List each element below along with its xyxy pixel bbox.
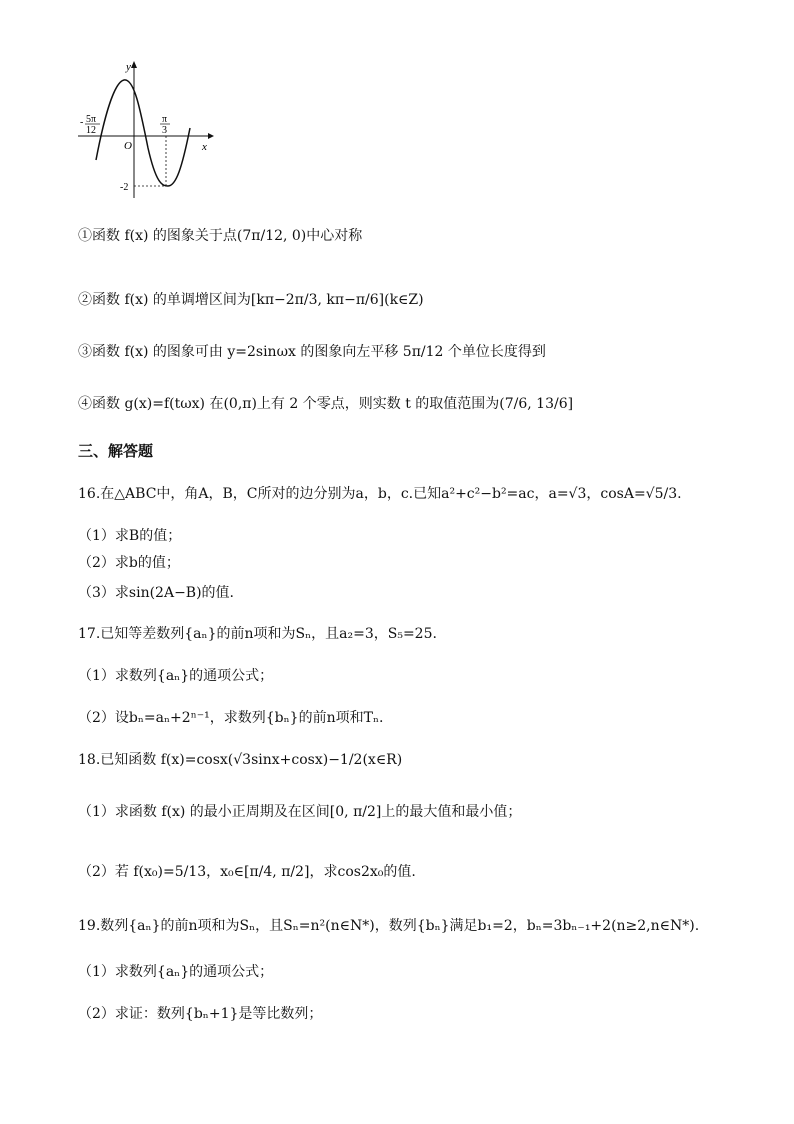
statement-4: ④函数 g(x)=f(tωx) 在(0,π)上有 2 个零点，则实数 t 的取值范围为(7/6, 13/6] <box>78 396 574 412</box>
sine-curve <box>96 80 190 186</box>
q16-part2: （2）求b的值； <box>78 555 180 571</box>
y-axis-arrow-icon <box>131 61 137 68</box>
sine-graph <box>78 58 218 198</box>
section-heading: 三、解答题 <box>78 442 154 460</box>
pos-x-tick-num: π <box>162 114 168 125</box>
q16-stem: 16.在△ABC中，角A，B，C所对的边分别为a，b，c.已知a²+c²−b²=ac，a=√3，cosA=√5/3. <box>78 486 682 502</box>
statement-3: ③函数 f(x) 的图象可由 y=2sinωx 的图象向左平移 5π/12 个单位长度得到 <box>78 344 546 360</box>
statement-1: ①函数 f(x) 的图象关于点(7π/12, 0)中心对称 <box>78 228 363 244</box>
neg-x-tick-num: 5π <box>86 114 97 125</box>
q17-stem: 17.已知等差数列{aₙ}的前n项和为Sₙ，且a₂=3，S₅=25. <box>78 626 437 642</box>
y-axis-label: y <box>126 61 131 73</box>
neg-x-tick-minus: - <box>80 117 84 128</box>
q17-part1: （1）求数列{aₙ}的通项公式； <box>78 668 274 684</box>
q18-part2: （2）若 f(x₀)=5/13，x₀∈[π/4, π/2]，求cos2x₀的值. <box>78 864 416 880</box>
neg-x-tick-den: 12 <box>86 125 96 136</box>
q19-part2: （2）求证：数列{bₙ+1}是等比数列； <box>78 1006 323 1022</box>
q16-part1: （1）求B的值； <box>78 528 182 544</box>
origin-label: O <box>124 140 132 152</box>
pos-x-tick-den: 3 <box>162 125 167 136</box>
x-axis-label: x <box>202 141 207 153</box>
q18-stem: 18.已知函数 f(x)=cosx(√3sinx+cosx)−1/2(x∈R) <box>78 752 403 768</box>
statement-2: ②函数 f(x) 的单调增区间为[kπ−2π/3, kπ−π/6](k∈Z) <box>78 292 424 308</box>
x-axis-arrow-icon <box>208 133 214 139</box>
q19-stem: 19.数列{aₙ}的前n项和为Sₙ，且Sₙ=n²(n∈N*)，数列{bₙ}满足b₁=2，bₙ=3bₙ₋₁+2(n≥2,n∈N*). <box>78 918 700 934</box>
q19-part1: （1）求数列{aₙ}的通项公式； <box>78 964 274 980</box>
q18-part1: （1）求函数 f(x) 的最小正周期及在区间[0, π/2]上的最大值和最小值； <box>78 804 522 820</box>
y-min-label: -2 <box>120 182 129 193</box>
q16-part3: （3）求sin(2A−B)的值. <box>78 585 234 601</box>
q17-part2: （2）设bₙ=aₙ+2ⁿ⁻¹，求数列{bₙ}的前n项和Tₙ. <box>78 710 384 726</box>
